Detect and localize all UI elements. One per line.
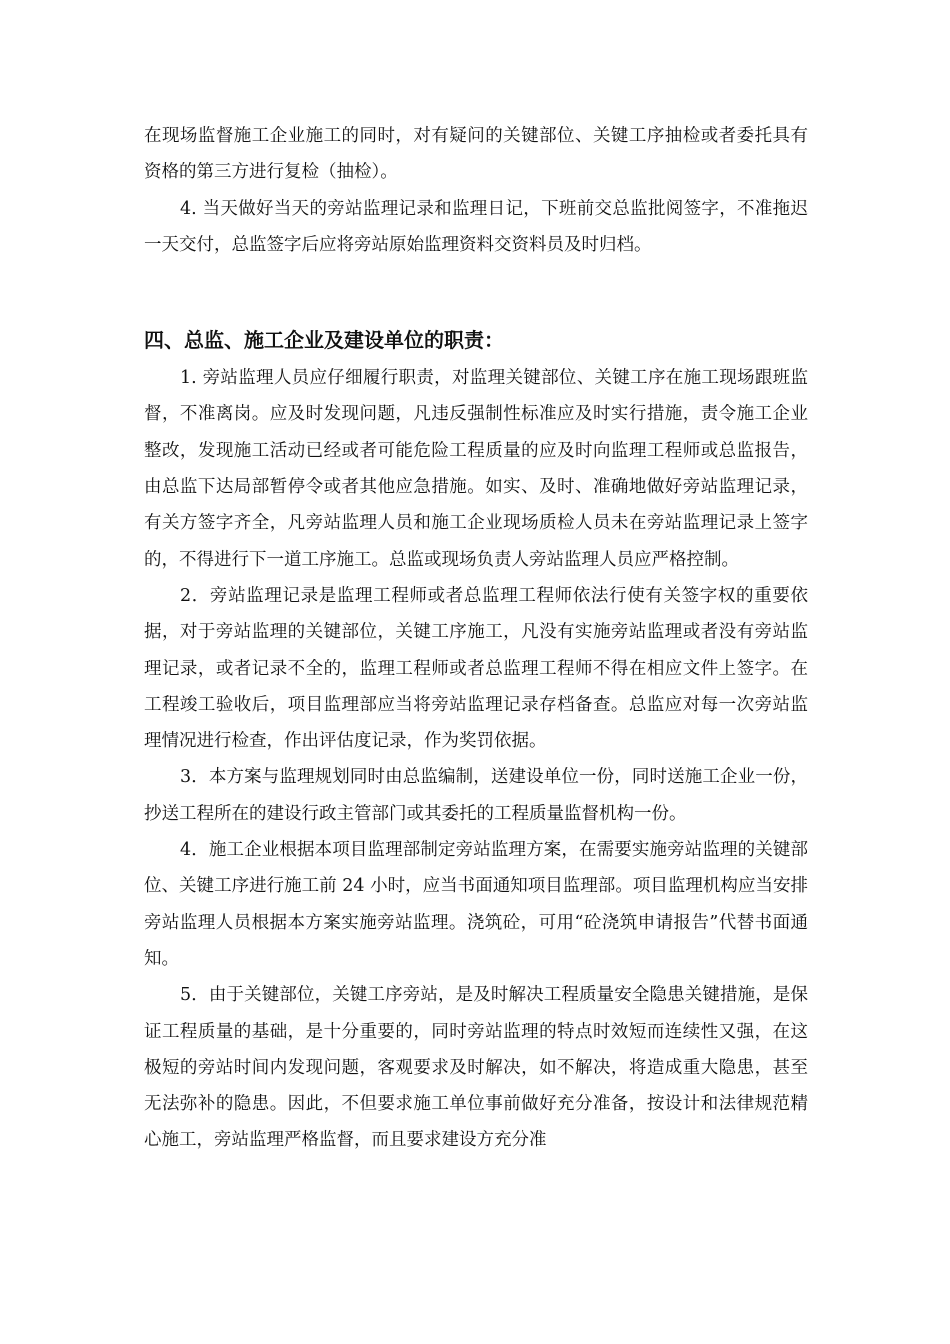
list-item-4: 4．施工企业根据本项目监理部制定旁站监理方案，在需要实施旁站监理的关键部位、关键工序进行施工前 24 小时，应当书面通知项目监理部。项目监理机构应当安排旁站监理人员根据本方案实施旁站监理。浇筑砼，可用“砼浇筑申请报告”代替书面通知。: [144, 840, 808, 969]
document-body: [144, 118, 808, 1159]
list-item-3: 3．本方案与监理规划同时由总监编制，送建设单位一份，同时送施工企业一份，抄送工程所在的建设行政主管部门或其委托的工程质量监督机构一份。: [144, 767, 808, 824]
list-item-5: 5．由于关键部位，关键工序旁站，是及时解决工程质量安全隐患关键措施，是保证工程质量的基础，是十分重要的，同时旁站监理的特点时效短而连续性又强，在这极短的旁站时间内发现问题，客观要求及时解决，如不解决，将造成重大隐患，甚至无法弥补的隐患。因此，不但要求施工单位事前做好充分准备，按设计和法律规范精心施工，旁站监理严格监督，而且要求建设方充分准: [144, 985, 808, 1151]
section-heading-responsibilities: 四、总监、施工企业及建设单位的职责：: [144, 328, 504, 353]
paragraph-continuation: 在现场监督施工企业施工的同时，对有疑问的关键部位、关键工序抽检或者委托具有资格的第三方进行复检（抽检）。: [144, 126, 808, 183]
paragraph-item-4-daily-record: 4. 当天做好当天的旁站监理记录和监理日记，下班前交总监批阅签字，不准拖迟一天交付，总监签字后应将旁站原始监理资料交资料员及时归档。: [144, 198, 808, 255]
list-item-1: 1. 旁站监理人员应仔细履行职责，对监理关键部位、关键工序在施工现场跟班监督，不准离岗。应及时发现问题，凡违反强制性标准应及时实行措施，责令施工企业整改，发现施工活动已经或者可能危险工程质量的应及时向监理工程师或总监报告，由总监下达局部暂停令或者其他应急措施。如实、及时、准确地做好旁站监理记录，有关方签字齐全，凡旁站监理人员和施工企业现场质检人员未在旁站监理记录上签字的，不得进行下一道工序施工。总监或现场负责人旁站监理人员应严格控制。: [144, 368, 808, 570]
list-item-2: 2．旁站监理记录是监理工程师或者总监理工程师依法行使有关签字权的重要依据，对于旁站监理的关键部位，关键工序施工，凡没有实施旁站监理或者没有旁站监理记录，或者记录不全的，监理工程师或者总监理工程师不得在相应文件上签字。在工程竣工验收后，项目监理部应当将旁站监理记录存档备查。总监应对每一次旁站监理情况进行检查，作出评估度记录，作为奖罚依据。: [144, 585, 808, 752]
